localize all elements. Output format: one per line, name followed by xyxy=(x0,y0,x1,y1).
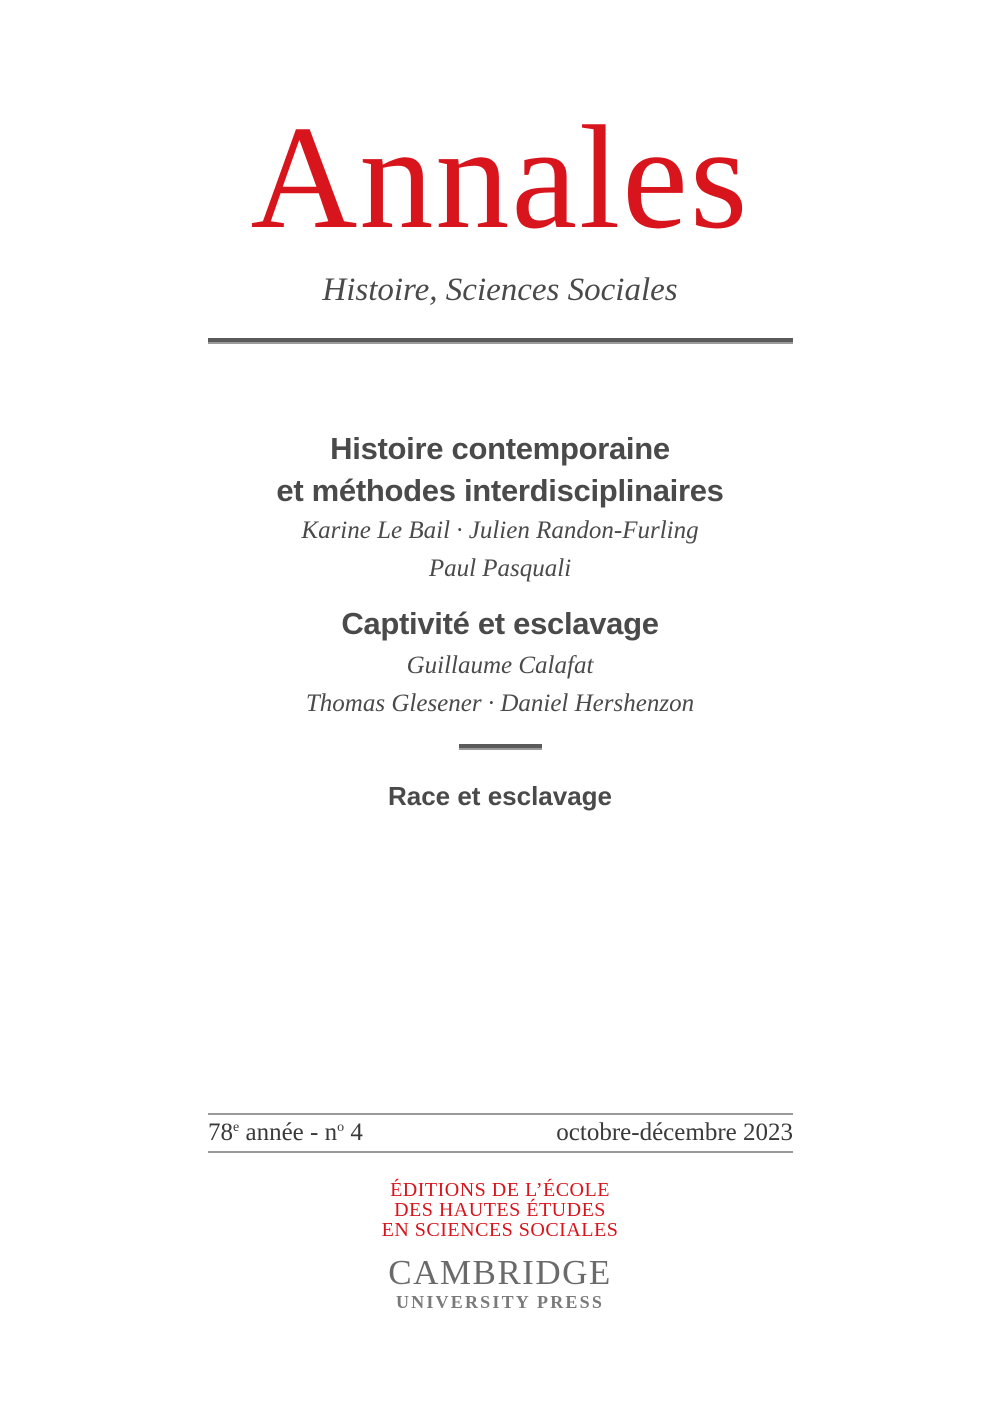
cambridge-logo-line-2: UNIVERSITY PRESS xyxy=(395,1292,605,1312)
section-1-authors-line-1: Karine Le Bail · Julien Randon-Furling xyxy=(301,517,699,544)
ehess-logo: ÉDITIONS DE L’ÉCOLE DES HAUTES ÉTUDES EN SCIENCES SOCIALES xyxy=(381,1179,619,1241)
section-2-authors-line-1: Guillaume Calafat xyxy=(406,652,594,679)
issue-info-bar xyxy=(208,1113,793,1153)
section-1-title-line-2: et méthodes interdisciplinaires xyxy=(276,473,724,508)
header-divider xyxy=(208,338,793,344)
section-1-authors-line-2: Paul Pasquali xyxy=(428,555,572,582)
section-2-title: Captivité et esclavage xyxy=(341,606,659,641)
issue-period: octobre-décembre 2023 xyxy=(556,1119,793,1146)
extra-section-title: Race et esclavage xyxy=(387,781,613,811)
issue-number: 78e année - $n^o$ 4 xyxy=(208,1119,363,1146)
section-divider xyxy=(459,744,542,750)
journal-subtitle: Histoire, Sciences Sociales xyxy=(322,272,678,308)
cambridge-logo-line-1: CAMBRIDGE xyxy=(388,1253,612,1292)
section-1-title-line-1: Histoire contemporaine xyxy=(330,431,670,466)
journal-title: Annales xyxy=(250,96,750,260)
section-2-authors-line-2: Thomas Glesener · Daniel Hershenzon xyxy=(305,690,695,717)
